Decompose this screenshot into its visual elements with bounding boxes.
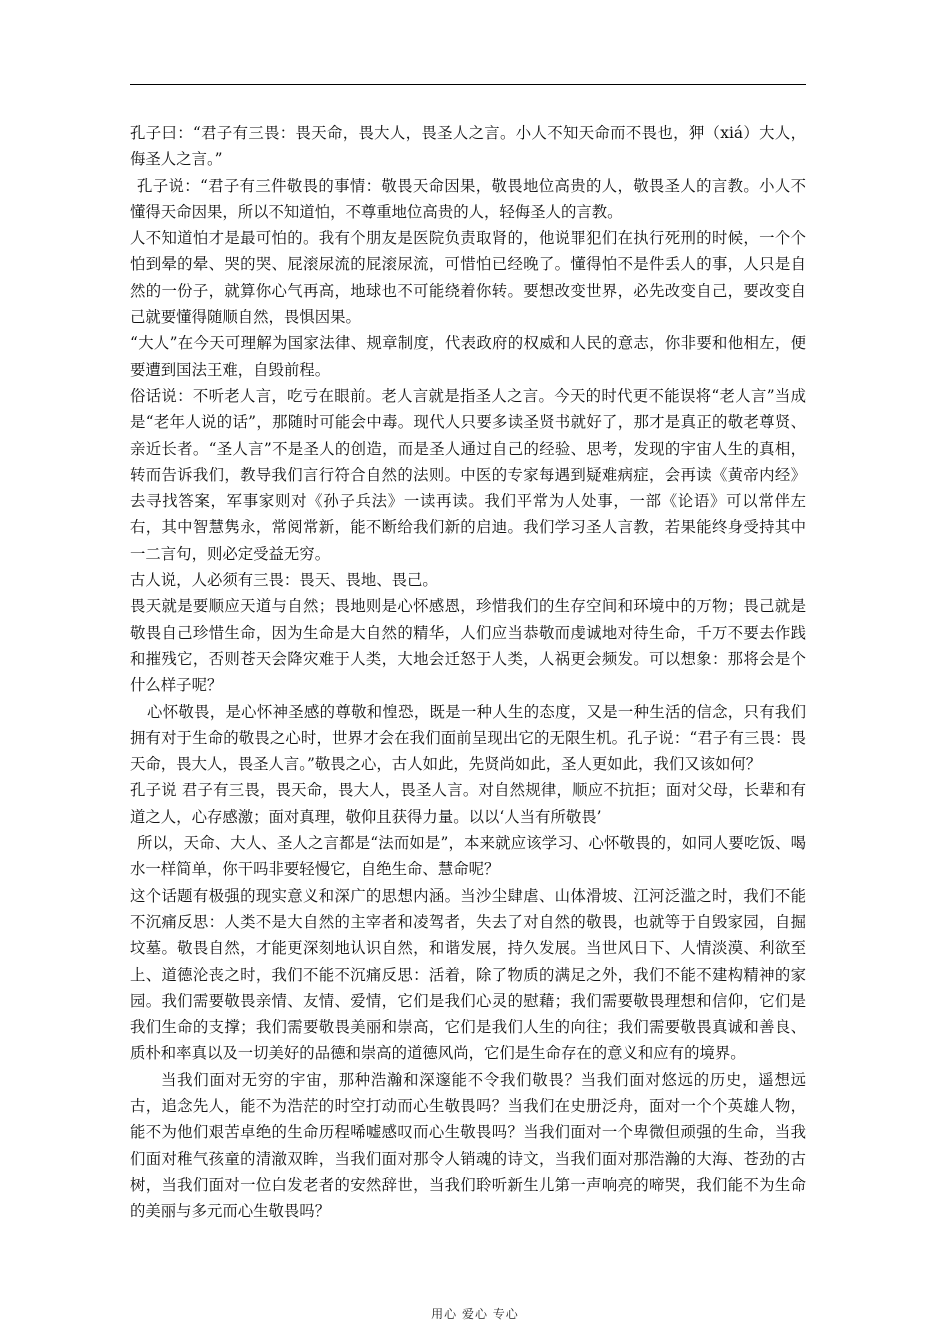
paragraph: 孔子曰：“君子有三畏：畏天命，畏大人，畏圣人之言。小人不知天命而不畏也，狎（xiá）大人，侮圣人之言。”	[130, 124, 806, 169]
page-footer: 用心 爱心 专心	[431, 1307, 519, 1321]
paragraph: 人不知道怕才是最可怕的。我有个朋友是医院负责取肾的，他说罪犯们在执行死刑的时候，一个个怕到晕的晕、哭的哭、屁滚尿流的屁滚尿流，可惜怕已经晚了。懂得怕不是件丢人的事，人只是自然的一份子，就算你心气再高，地球也不可能绕着你转。要想改变世界，必先改变自己，要改变自己就要懂得随顺自然，畏惧因果。	[130, 229, 806, 327]
paragraph: 俗话说：不听老人言，吃亏在眼前。老人言就是指圣人之言。今天的时代更不能误将“老人言”当成是“老年人说的话”，那随时可能会中毒。现代人只要多读圣贤书就好了，那才是真正的敬老尊贤、亲近长者。“圣人言”不是圣人的创造，而是圣人通过自己的经验、思考，发现的宇宙人生的真相，转而告诉我们，教导我们言行符合自然的法则。中医的专家每遇到疑难病症，会再读《黄帝内经》去寻找答案，军事家则对《孙子兵法》一读再读。我们平常为人处事，一部《论语》可以常伴左右，其中智慧隽永，常阅常新，能不断给我们新的启迪。我们学习圣人言教，若果能终身受持其中一二言句，则必定受益无穷。	[130, 386, 806, 563]
paragraph: 古人说，人必须有三畏：畏天、畏地、畏己。	[130, 571, 438, 590]
paragraph: 孔子说：“君子有三件敬畏的事情：敬畏天命因果，敬畏地位高贵的人，敬畏圣人的言教。小人不懂得天命因果，所以不知道怕，不尊重地位高贵的人，轻侮圣人的言教。	[130, 176, 806, 221]
paragraph: 心怀敬畏，是心怀神圣感的尊敬和惶恐，既是一种人生的态度，又是一种生活的信念，只有我们拥有对于生命的敬畏之心时，世界才会在我们面前呈现出它的无限生机。孔子说：“君子有三畏：畏天命，畏大人，畏圣人言。”敬畏之心，古人如此，先贤尚如此，圣人更如此，我们又该如何？	[130, 702, 806, 774]
header-rule	[130, 84, 806, 85]
document-body	[130, 120, 806, 1224]
paragraph: 孔子说 君子有三畏，畏天命，畏大人，畏圣人言。对自然规律，顺应不抗拒；面对父母，长辈和有道之人，心存感激；面对真理，敬仰且获得力量。以以‘人当有所敬畏’	[130, 781, 806, 826]
paragraph: 所以，天命、大人、圣人之言都是“法而如是”，本来就应该学习、心怀敬畏的，如同人要吃饭、喝水一样简单，你干吗非要轻慢它，自绝生命、慧命呢？	[130, 834, 806, 879]
paragraph: 当我们面对无穷的宇宙，那种浩瀚和深邃能不令我们敬畏？当我们面对悠远的历史，遥想远古，追念先人，能不为浩茫的时空打动而心生敬畏吗？当我们在史册泛舟，面对一个个英雄人物，能不为他们艰苦卓绝的生命历程唏嘘感叹而心生敬畏吗？当我们面对一个卑微但顽强的生命，当我们面对稚气孩童的清澈双眸，当我们面对那令人销魂的诗文，当我们面对那浩瀚的大海、苍劲的古树，当我们面对一位白发老者的安然辞世，当我们聆听新生儿第一声响亮的啼哭，我们能不为生命的美丽与多元而心生敬畏吗？	[130, 1070, 806, 1221]
paragraph: “大人”在今天可理解为国家法律、规章制度，代表政府的权威和人民的意志，你非要和他相左，便要遭到国法王难，自毁前程。	[130, 334, 806, 379]
paragraph: 这个话题有极强的现实意义和深广的思想内涵。当沙尘肆虐、山体滑坡、江河泛滥之时，我们不能不沉痛反思：人类不是大自然的主宰者和凌驾者，失去了对自然的敬畏，也就等于自毁家园，自掘坟墓。敬畏自然，才能更深刻地认识自然，和谐发展，持久发展。当世风日下、人情淡漠、利欲至上、道德沦丧之时，我们不能不沉痛反思：活着，除了物质的满足之外，我们不能不建构精神的家园。我们需要敬畏亲情、友情、爱情，它们是我们心灵的慰藉；我们需要敬畏理想和信仰，它们是我们生命的支撑；我们需要敬畏美丽和崇高，它们是我们人生的向往；我们需要敬畏真诚和善良、质朴和率真以及一切美好的品德和崇高的道德风尚，它们是生命存在的意义和应有的境界。	[130, 886, 806, 1063]
paragraph: 畏天就是要顺应天道与自然；畏地则是心怀感恩，珍惜我们的生存空间和环境中的万物；畏己就是敬畏自己珍惜生命，因为生命是大自然的精华，人们应当恭敬而虔诚地对待生命，千万不要去作践和摧残它，否则苍天会降灾难于人类，大地会迁怒于人类，人祸更会频发。可以想象：那将会是个什么样子呢？	[130, 597, 806, 695]
